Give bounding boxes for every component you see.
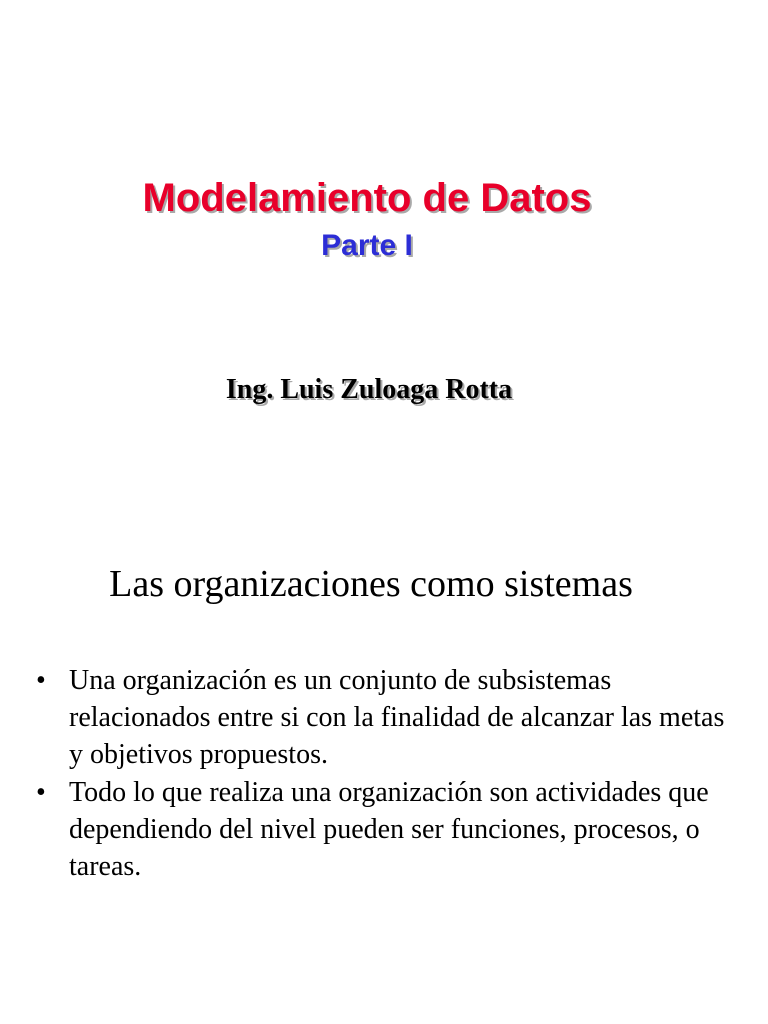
bullet-text: Todo lo que realiza una organización son actividades que dependiendo del nivel pueden ser funciones, procesos, o tareas. xyxy=(69,777,709,882)
presentation-subtitle: Parte I xyxy=(321,229,413,262)
bullet-list xyxy=(36,662,736,886)
bullet-point-icon: • xyxy=(36,665,46,696)
presentation-title: Modelamiento de Datos xyxy=(142,176,592,220)
bullet-text: Una organización es un conjunto de subsistemas relacionados entre si con la finalidad de alcanzar las metas y objetivos propuestos. xyxy=(69,665,725,770)
author-name: Ing. Luis Zuloaga Rotta xyxy=(225,374,513,405)
content-slide xyxy=(0,512,768,1024)
bullet-item xyxy=(36,662,736,773)
bullet-item xyxy=(36,774,736,885)
slide-heading: Las organizaciones como sistemas xyxy=(109,563,633,605)
bullet-point-icon: • xyxy=(36,777,46,808)
